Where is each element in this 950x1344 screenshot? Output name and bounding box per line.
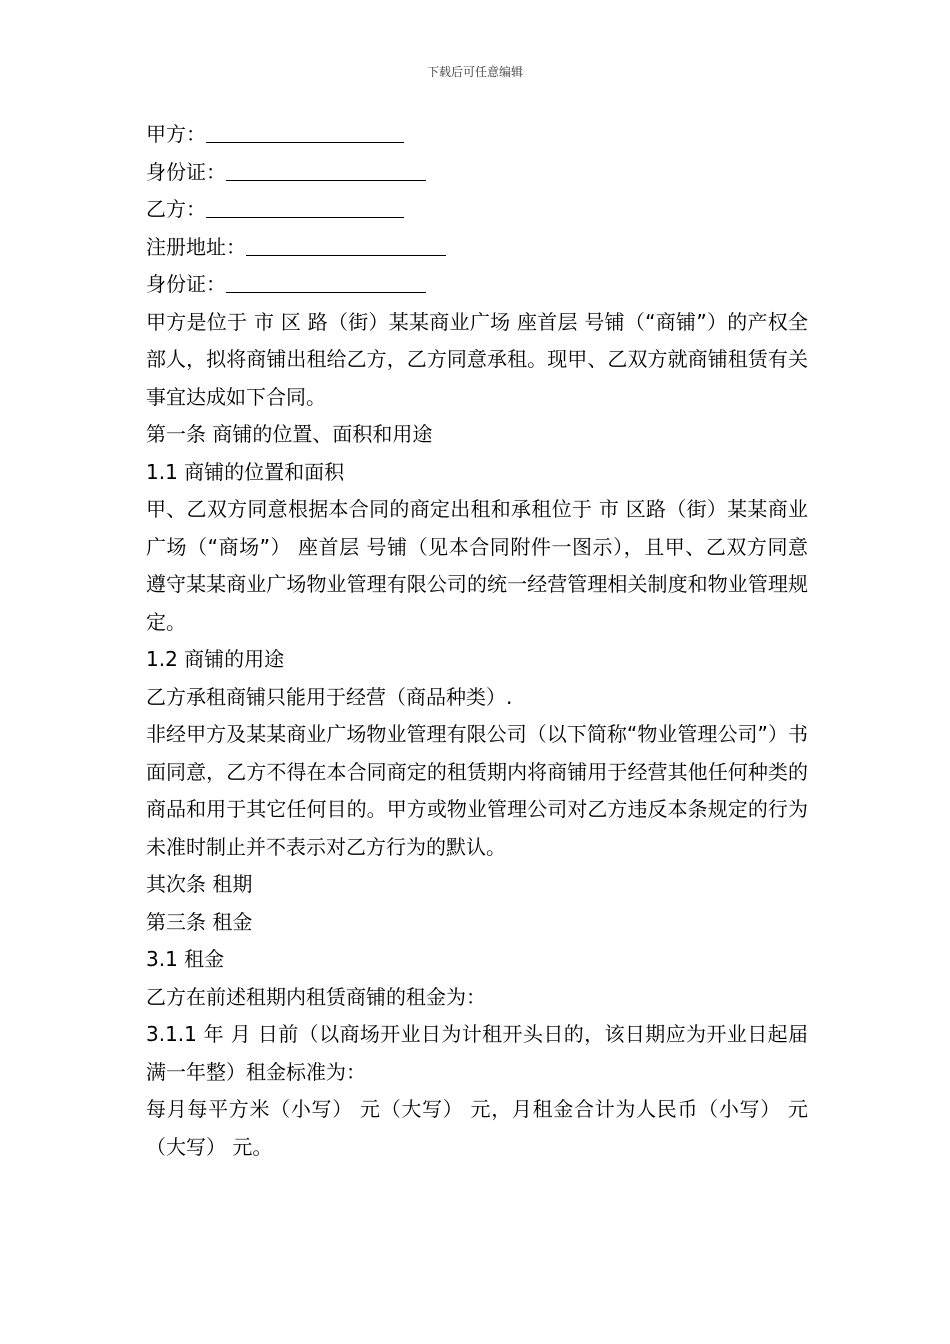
section-1-2-title: 1.2 商铺的用途 xyxy=(146,647,285,671)
contract-body xyxy=(146,116,808,1166)
id-b-label: 身份证： xyxy=(146,272,226,296)
id-b-blank[interactable] xyxy=(226,270,426,293)
section-1-2-body-1: 乙方承租商铺只能用于经营（商品种类）. xyxy=(146,684,513,709)
article-2-title: 其次条 租期 xyxy=(146,872,253,896)
party-b-blank[interactable] xyxy=(206,195,404,218)
party-b-field xyxy=(146,191,808,229)
rent-line: 每月每平方米（小写） 元（大写） 元，月租金合计为人民币（小写） 元（大写） 元。 xyxy=(146,1097,808,1159)
reg-address-blank[interactable] xyxy=(246,233,446,256)
reg-address-field xyxy=(146,229,808,267)
reg-address-label: 注册地址： xyxy=(146,234,246,259)
section-3-1-intro: 乙方在前述租期内租赁商铺的租金为： xyxy=(146,984,486,1009)
section-3-1-1: 3.1.1 年 月 日前（以商场开业日为计租开头日的，该日期应为开业日起届满一年整）租金标准为： xyxy=(146,1022,808,1084)
preamble: 甲方是位于 市 区 路（街）某某商业广场 座首层 号铺（“商铺”）的产权全部人，拟将商铺出租给乙方，乙方同意承租。现甲、乙双方就商铺租赁有关事宜达成如下合同。 xyxy=(146,309,808,409)
id-b-field xyxy=(146,266,808,304)
id-a-label: 身份证： xyxy=(146,159,226,184)
party-a-blank[interactable] xyxy=(206,120,404,143)
article-1-title: 第一条 商铺的位置、面积和用途 xyxy=(146,422,433,446)
party-a-label: 甲方： xyxy=(146,122,206,146)
party-a-field xyxy=(146,116,808,154)
party-b-label: 乙方： xyxy=(146,197,206,221)
section-1-1-title: 1.1 商铺的位置和面积 xyxy=(146,459,345,484)
section-3-1-title: 3.1 租金 xyxy=(146,947,225,971)
article-3-title: 第三条 租金 xyxy=(146,909,253,934)
section-1-2-body-2: 非经甲方及某某商业广场物业管理有限公司（以下简称“物业管理公司”）书面同意，乙方不得在本合同商定的租赁期内将商铺用于经营其他任何种类的商品和用于其它任何目的。甲方或物业管理公司对乙方违反本条规定的行为未准时制止并不表示对乙方行为的默认。 xyxy=(146,722,808,859)
section-1-1-body: 甲、乙双方同意根据本合同的商定出租和承租位于 市 区路（街）某某商业广场（“商场”） 座首层 号铺（见本合同附件一图示），且甲、乙双方同意遵守某某商业广场物业管理有限公司的统一经营管理相关制度和物业管理规定。 xyxy=(146,497,808,634)
id-a-field xyxy=(146,154,808,192)
id-a-blank[interactable] xyxy=(226,158,426,181)
page-header: 下载后可任意编辑 xyxy=(426,65,523,79)
